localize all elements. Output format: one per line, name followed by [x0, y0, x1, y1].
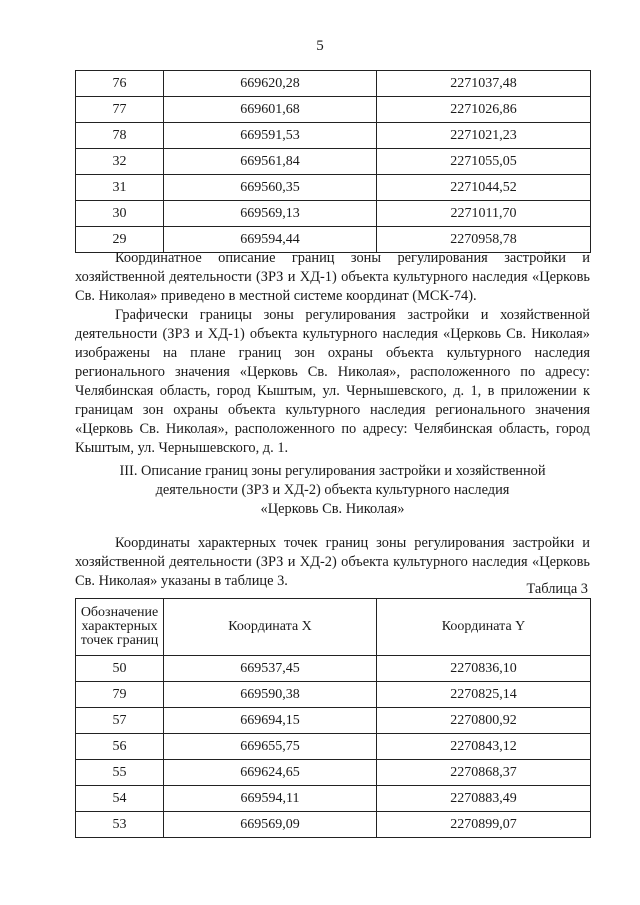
coordinate-y-cell: 2270868,37	[377, 760, 591, 786]
header-coordinate-x: Координата X	[164, 599, 377, 656]
coordinate-y-cell: 2270800,92	[377, 708, 591, 734]
table-row	[76, 656, 591, 682]
table-caption: Таблица 3	[526, 581, 588, 597]
table-row	[76, 201, 591, 227]
page-number: 5	[316, 38, 324, 54]
coordinate-x-cell: 669590,38	[164, 682, 377, 708]
coordinate-y-cell: 2271037,48	[377, 71, 591, 97]
coordinate-y-cell: 2271044,52	[377, 175, 591, 201]
coordinate-x-cell: 669591,53	[164, 123, 377, 149]
coordinate-x-cell: 669537,45	[164, 656, 377, 682]
coordinates-table-continued	[75, 70, 591, 253]
coordinates-table-body	[76, 71, 591, 253]
coordinates-table-3	[75, 598, 591, 838]
table-row	[76, 175, 591, 201]
point-number-cell: 56	[76, 734, 164, 760]
point-number-cell: 79	[76, 682, 164, 708]
coordinate-x-cell: 669601,68	[164, 97, 377, 123]
coordinate-y-cell: 2271026,86	[377, 97, 591, 123]
coordinate-y-cell: 2270883,49	[377, 786, 591, 812]
coordinate-y-cell: 2270958,78	[377, 227, 591, 253]
point-number-cell: 55	[76, 760, 164, 786]
table-row	[76, 760, 591, 786]
section-heading-line-1: III. Описание границ зоны регулирования застройки и хозяйственной	[119, 463, 546, 479]
point-number-cell: 54	[76, 786, 164, 812]
coordinate-x-cell: 669594,11	[164, 786, 377, 812]
table-row	[76, 149, 591, 175]
table-header-row	[76, 599, 591, 656]
point-number-cell: 57	[76, 708, 164, 734]
coordinate-x-cell: 669569,13	[164, 201, 377, 227]
table-row	[76, 708, 591, 734]
coordinate-x-cell: 669620,28	[164, 71, 377, 97]
table-row	[76, 123, 591, 149]
coordinate-y-cell: 2270843,12	[377, 734, 591, 760]
coordinate-x-cell: 669594,44	[164, 227, 377, 253]
coordinate-y-cell: 2270825,14	[377, 682, 591, 708]
table-row	[76, 734, 591, 760]
point-number-cell: 50	[76, 656, 164, 682]
coordinate-x-cell: 669694,15	[164, 708, 377, 734]
point-number-cell: 30	[76, 201, 164, 227]
coordinate-x-cell: 669560,35	[164, 175, 377, 201]
coordinate-y-cell: 2270899,07	[377, 812, 591, 838]
point-number-cell: 31	[76, 175, 164, 201]
coordinate-x-cell: 669569,09	[164, 812, 377, 838]
point-number-cell: 77	[76, 97, 164, 123]
point-number-cell: 53	[76, 812, 164, 838]
coordinate-x-cell: 669624,65	[164, 760, 377, 786]
table-row	[76, 812, 591, 838]
section-heading	[75, 462, 590, 519]
paragraph-coordinate-description: Координатное описание границ зоны регулирования застройки и хозяйственной деятельности (ЗРЗ и ХД-1) объекта культурного наследия «Церковь Св. Николая» приведено в местной системе координат (МСК-74).	[75, 250, 590, 304]
coordinate-y-cell: 2271021,23	[377, 123, 591, 149]
header-point: Обозначение характерных точек границ	[76, 599, 164, 656]
point-number-cell: 29	[76, 227, 164, 253]
table-row	[76, 786, 591, 812]
coordinate-x-cell: 669655,75	[164, 734, 377, 760]
coordinate-y-cell: 2271055,05	[377, 149, 591, 175]
coordinate-x-cell: 669561,84	[164, 149, 377, 175]
table-row	[76, 97, 591, 123]
header-coordinate-y: Координата Y	[377, 599, 591, 656]
point-number-cell: 78	[76, 123, 164, 149]
table-row	[76, 71, 591, 97]
coordinate-y-cell: 2270836,10	[377, 656, 591, 682]
point-number-cell: 76	[76, 71, 164, 97]
table-3-body	[76, 656, 591, 838]
section-heading-line-3: «Церковь Св. Николая»	[260, 501, 405, 517]
coordinate-y-cell: 2271011,70	[377, 201, 591, 227]
paragraph-graphic-boundaries: Графически границы зоны регулирования застройки и хозяйственной деятельности (ЗРЗ и ХД-1) объекта культурного наследия «Церковь Св. Николая» изображены на плане границ зон охраны объекта культурного наследия регионального значения «Церковь Св. Николая», расположенного по адресу: Челябинская область, город Кыштым, ул. Чернышевского, д. 1, в приложении к границам зон охраны объекта культурного наследия регионального значения «Церковь Св. Николая», расположенного по адресу: Челябинская область, город Кыштым, ул. Чернышевского, д. 1.	[75, 307, 590, 456]
point-number-cell: 32	[76, 149, 164, 175]
section-heading-line-2: деятельности (ЗРЗ и ХД-2) объекта культурного наследия	[155, 482, 510, 498]
table-row	[76, 682, 591, 708]
paragraph-table-reference: Координаты характерных точек границ зоны регулирования застройки и хозяйственной деятельности (ЗРЗ и ХД-2) объекта культурного наследия «Церковь Св. Николая» указаны в таблице 3.	[75, 535, 590, 589]
